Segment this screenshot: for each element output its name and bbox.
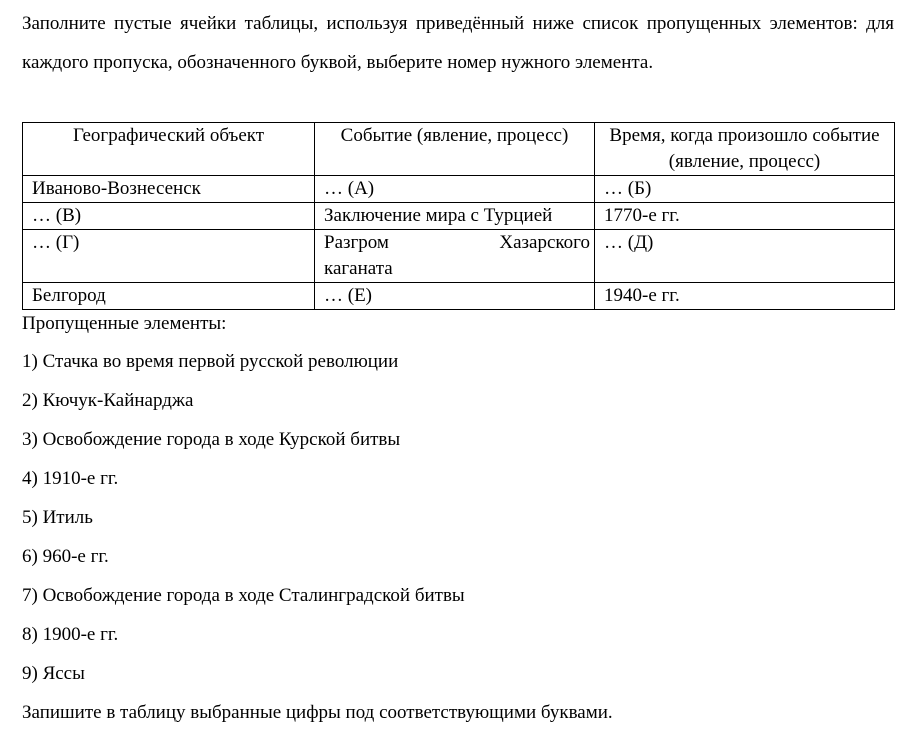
cell-event-blank-a: … (А) [315, 176, 595, 203]
list-item: 6) 960-е гг. [22, 546, 109, 567]
header-event: Событие (явление, процесс) [315, 123, 595, 176]
list-item: 3) Освобождение города в ходе Курской битвы [22, 429, 401, 450]
table-row [23, 283, 895, 310]
cell-time: 1770-е гг. [595, 203, 895, 230]
options-list [22, 342, 465, 693]
list-item: 4) 1910-е гг. [22, 468, 119, 489]
cell-event-line-1: Разгром Хазарского [324, 232, 590, 253]
cell-time-blank-b: … (Б) [595, 176, 895, 203]
list-item: 8) 1900-е гг. [22, 624, 119, 645]
cell-event: Заключение мира с Турцией [315, 203, 595, 230]
cell-geo-blank-g: … (Г) [23, 230, 315, 283]
cell-time: 1940-е гг. [595, 283, 895, 310]
cell-time-blank-d: … (Д) [595, 230, 895, 283]
header-time: Время, когда произошло событие (явление, процесс) [595, 123, 895, 176]
list-item: 1) Стачка во время первой русской революции [22, 351, 399, 372]
table-row [23, 230, 895, 283]
table-row [23, 176, 895, 203]
instructions-text: Заполните пустые ячейки таблицы, используя приведённый ниже список пропущенных элементов: для каждого пропуска, обозначенного буквой, выберите номер нужного элемента. [22, 13, 894, 73]
list-item: 5) Итиль [22, 507, 93, 528]
fill-in-table [22, 122, 895, 310]
table-header-row [23, 123, 895, 176]
header-geo-object: Географический объект [23, 123, 315, 176]
list-item: 9) Яссы [22, 663, 85, 684]
list-item: 7) Освобождение города в ходе Сталинградской битвы [22, 585, 465, 606]
cell-geo-blank-v: … (В) [23, 203, 315, 230]
list-item: 2) Кючук-Кайнарджа [22, 390, 194, 411]
cell-geo-object: Белгород [23, 283, 315, 310]
table-row [23, 203, 895, 230]
closing-instruction: Запишите в таблицу выбранные цифры под соответствующими буквами. [22, 702, 613, 723]
cell-event-line-2: каганата [324, 258, 393, 279]
cell-geo-object: Иваново-Вознесенск [23, 176, 315, 203]
missing-elements-title: Пропущенные элементы: [22, 313, 227, 334]
cell-event-blank-e: … (Е) [315, 283, 595, 310]
cell-event [315, 230, 595, 283]
